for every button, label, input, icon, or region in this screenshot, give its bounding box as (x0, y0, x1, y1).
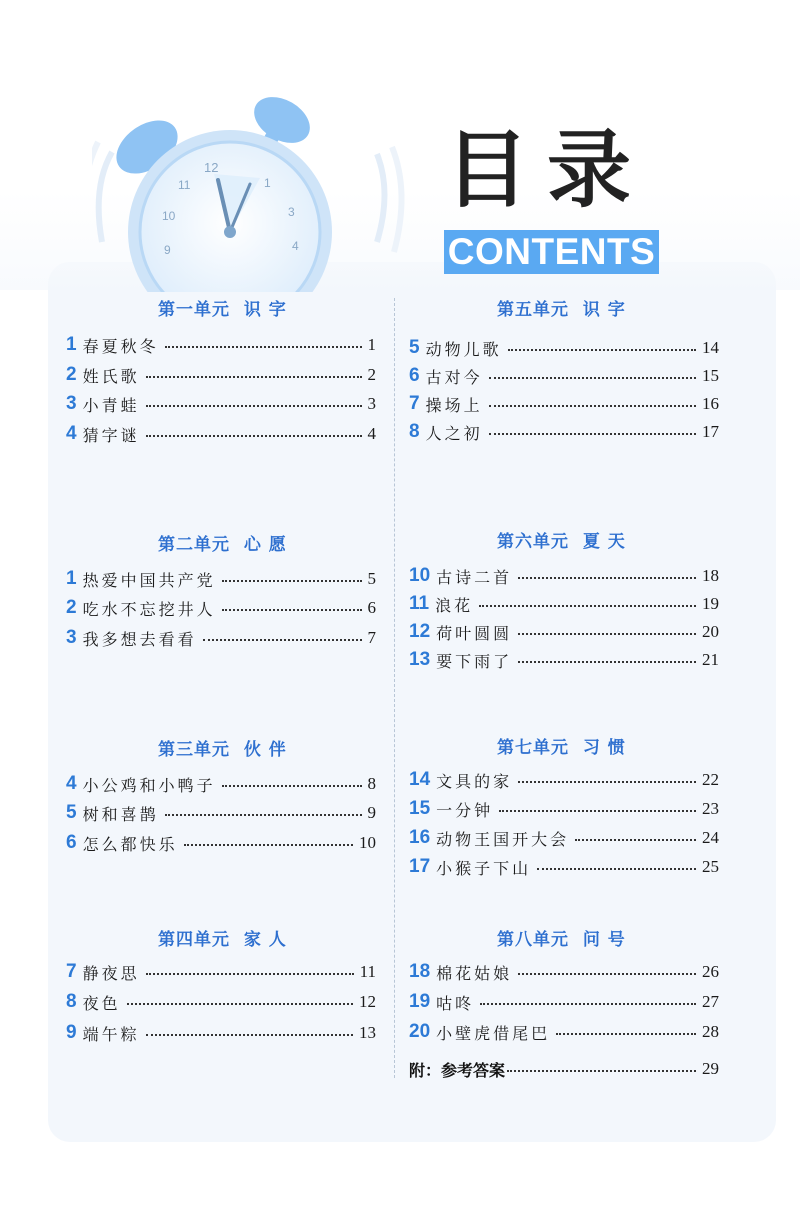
leader-dots (203, 639, 362, 641)
clock-icon (92, 92, 422, 292)
clock-number: 12 (204, 160, 219, 175)
lesson-number: 3 (66, 627, 77, 648)
toc-entry[interactable] (66, 959, 376, 985)
page-title: 目录 (445, 121, 650, 219)
lesson-title: 春夏秋冬 (82, 336, 159, 356)
clock-number: 11 (178, 178, 191, 192)
lesson-title: 荷叶圆圆 (436, 623, 513, 643)
page-number: 15 (702, 366, 719, 385)
lesson-number: 7 (66, 961, 77, 982)
leader-dots (575, 839, 696, 841)
page-number: 25 (702, 857, 719, 876)
page-number: 18 (702, 566, 719, 585)
page-number: 20 (702, 622, 719, 641)
toc-entry[interactable] (66, 989, 376, 1015)
clock-number: 4 (292, 239, 299, 253)
toc-entry[interactable] (66, 421, 376, 447)
lesson-number: 1 (66, 334, 77, 355)
toc-entry[interactable] (409, 854, 719, 880)
lesson-title: 一分钟 (436, 800, 494, 820)
leader-dots (507, 1070, 696, 1072)
leader-dots (222, 785, 362, 787)
page-number: 24 (702, 828, 719, 847)
lesson-title: 咕咚 (436, 993, 475, 1013)
leader-dots (479, 605, 696, 607)
lesson-title: 怎么都快乐 (82, 834, 178, 854)
toc-entry[interactable] (66, 566, 376, 592)
unit-block (409, 925, 719, 1085)
lesson-title: 热爱中国共产党 (82, 570, 216, 590)
lesson-number: 8 (409, 421, 420, 442)
page-number: 13 (359, 1023, 376, 1042)
page-number: 26 (702, 962, 719, 981)
lesson-title: 动物王国开大会 (436, 829, 570, 849)
leader-dots (184, 844, 353, 846)
leader-dots (489, 377, 696, 379)
lesson-number: 4 (66, 773, 77, 794)
unit-title: 第六单元 夏 天 (497, 532, 626, 552)
page-number: 6 (367, 598, 376, 617)
lesson-number: 6 (66, 832, 77, 853)
unit-title: 第八单元 问 号 (497, 930, 626, 950)
lesson-number: 1 (66, 568, 77, 589)
leader-dots (508, 349, 696, 351)
lesson-number: 14 (409, 769, 431, 790)
page-number: 21 (702, 650, 719, 669)
leader-dots (499, 810, 696, 812)
page-number: 19 (702, 594, 719, 613)
leader-dots (537, 868, 696, 870)
lesson-title: 小壁虎借尾巴 (436, 1023, 551, 1043)
lesson-title: 古对今 (425, 367, 483, 387)
toc-entry[interactable] (66, 1020, 376, 1046)
leader-dots (489, 433, 696, 435)
toc-entry[interactable] (409, 959, 719, 985)
toc-entry[interactable] (409, 391, 719, 417)
lesson-title: 静夜思 (82, 963, 140, 983)
toc-entry[interactable] (409, 825, 719, 851)
page-number: 23 (702, 799, 719, 818)
toc-entry[interactable] (409, 563, 719, 589)
leader-dots (556, 1033, 696, 1035)
lesson-number: 8 (66, 991, 77, 1012)
leader-dots (146, 973, 354, 975)
page-number: 8 (367, 774, 376, 793)
clock-number: 10 (162, 209, 176, 223)
page-number: 2 (367, 365, 376, 384)
unit-block (409, 527, 719, 687)
clock-number: 3 (288, 205, 295, 219)
lesson-title: 人之初 (425, 423, 483, 443)
unit-title: 第四单元 家 人 (158, 930, 287, 950)
leader-dots (165, 346, 362, 348)
lesson-number: 6 (409, 365, 420, 386)
clock-number: 9 (164, 243, 171, 257)
unit-title: 第一单元 识 字 (158, 300, 287, 320)
page-number: 28 (702, 1022, 719, 1041)
toc-entry[interactable] (409, 619, 719, 645)
leader-dots (480, 1003, 696, 1005)
lesson-number: 17 (409, 856, 431, 877)
lesson-title: 端午粽 (82, 1024, 140, 1044)
toc-entry[interactable] (66, 362, 376, 388)
lesson-number: 5 (66, 802, 77, 823)
lesson-title: 浪花 (435, 595, 474, 615)
clock-number: 1 (264, 176, 271, 190)
lesson-title: 小公鸡和小鸭子 (82, 775, 216, 795)
lesson-number: 18 (409, 961, 431, 982)
page-number: 3 (367, 394, 376, 413)
lesson-number: 16 (409, 827, 431, 848)
lesson-number: 11 (409, 593, 430, 614)
leader-dots (146, 376, 362, 378)
toc-entry[interactable] (66, 595, 376, 621)
toc-entry[interactable] (66, 771, 376, 797)
lesson-number: 5 (409, 337, 420, 358)
lesson-title: 棉花姑娘 (436, 963, 513, 983)
lesson-title: 文具的家 (436, 771, 513, 791)
page-number: 16 (702, 394, 719, 413)
leader-dots (518, 661, 696, 663)
lesson-title: 夜色 (82, 993, 121, 1013)
page-number: 10 (359, 833, 376, 852)
lesson-title: 操场上 (425, 395, 483, 415)
lesson-number: 13 (409, 649, 431, 670)
toc-entry[interactable] (66, 830, 376, 856)
toc-entry[interactable] (409, 647, 719, 673)
lesson-number: 19 (409, 991, 431, 1012)
appendix-entry[interactable] (409, 1056, 719, 1082)
unit-title: 第三单元 伙 伴 (158, 740, 287, 760)
lesson-title: 古诗二首 (436, 567, 513, 587)
lesson-number: 20 (409, 1021, 431, 1042)
lesson-title: 猜字谜 (82, 425, 140, 445)
page-number: 9 (367, 803, 376, 822)
toc-entry[interactable] (409, 363, 719, 389)
toc-entry[interactable] (409, 335, 719, 361)
lesson-number: 4 (66, 423, 77, 444)
leader-dots (518, 781, 696, 783)
toc-entry[interactable] (66, 625, 376, 651)
unit-block (409, 733, 719, 893)
toc-entry[interactable] (409, 591, 719, 617)
page-number: 7 (367, 628, 376, 647)
lesson-number: 12 (409, 621, 431, 642)
unit-block (66, 530, 376, 660)
leader-dots (222, 580, 362, 582)
page-number: 17 (702, 422, 719, 441)
lesson-title: 动物儿歌 (425, 339, 502, 359)
leader-dots (127, 1003, 353, 1005)
toc-entry[interactable] (409, 1019, 719, 1045)
toc-entry[interactable] (66, 332, 376, 358)
page-number: 14 (702, 338, 719, 357)
leader-dots (165, 814, 362, 816)
appendix-label: 附：参考答案 (409, 1060, 506, 1080)
column-divider (394, 298, 395, 1078)
page-number: 27 (702, 992, 719, 1011)
unit-title: 第五单元 识 字 (497, 300, 626, 320)
toc-entry[interactable] (66, 800, 376, 826)
unit-title: 第二单元 心 愿 (158, 535, 287, 555)
leader-dots (518, 633, 696, 635)
page-number: 11 (359, 962, 376, 981)
page-number: 1 (367, 335, 376, 354)
unit-block (66, 925, 376, 1055)
lesson-number: 2 (66, 597, 77, 618)
leader-dots (146, 1034, 353, 1036)
toc-entry[interactable] (409, 767, 719, 793)
leader-dots (518, 577, 696, 579)
lesson-number: 10 (409, 565, 431, 586)
leader-dots (146, 435, 362, 437)
page-number: 29 (702, 1059, 719, 1078)
unit-block (66, 295, 376, 455)
lesson-number: 7 (409, 393, 420, 414)
lesson-title: 我多想去看看 (82, 629, 197, 649)
leader-dots (518, 973, 696, 975)
lesson-number: 9 (66, 1022, 77, 1043)
contents-banner: CONTENTS (444, 230, 659, 274)
lesson-number: 3 (66, 393, 77, 414)
page-number: 5 (367, 569, 376, 588)
unit-title: 第七单元 习 惯 (497, 738, 626, 758)
lesson-number: 2 (66, 364, 77, 385)
lesson-title: 小青蛙 (82, 395, 140, 415)
toc-entry[interactable] (409, 419, 719, 445)
lesson-title: 要下雨了 (436, 651, 513, 671)
page-number: 4 (367, 424, 376, 443)
toc-entry[interactable] (409, 796, 719, 822)
alarm-clock-illustration (92, 92, 422, 292)
toc-entry[interactable] (409, 989, 719, 1015)
leader-dots (146, 405, 362, 407)
lesson-number: 15 (409, 798, 431, 819)
page-number: 12 (359, 992, 376, 1011)
lesson-title: 吃水不忘挖井人 (82, 599, 216, 619)
page-number: 22 (702, 770, 719, 789)
lesson-title: 姓氏歌 (82, 366, 140, 386)
leader-dots (489, 405, 696, 407)
lesson-title: 小猴子下山 (436, 858, 532, 878)
leader-dots (222, 609, 362, 611)
toc-entry[interactable] (66, 391, 376, 417)
lesson-title: 树和喜鹊 (82, 804, 159, 824)
unit-block (66, 735, 376, 865)
unit-block (409, 295, 719, 455)
